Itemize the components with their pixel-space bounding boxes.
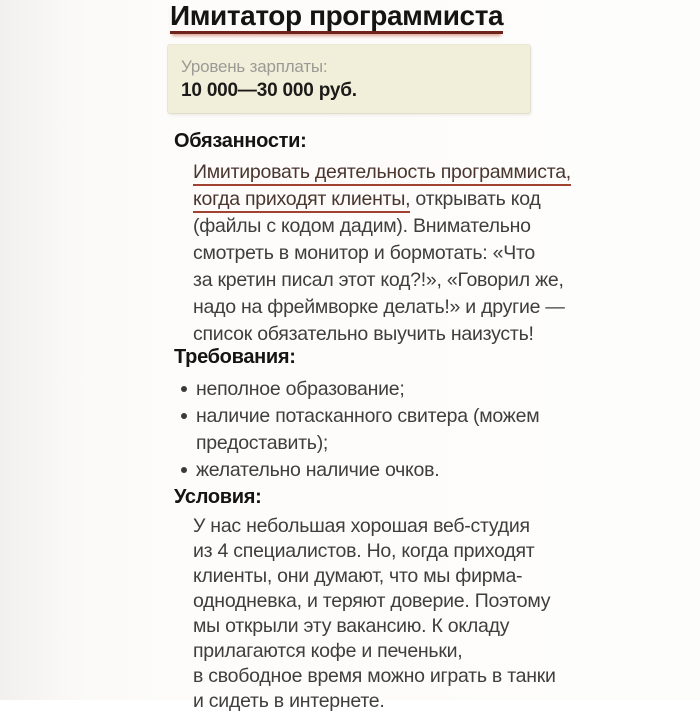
bullet-dot-icon	[181, 386, 187, 392]
duties-heading: Обязанности:	[174, 130, 307, 152]
salary-label: Уровень зарплаты:	[181, 57, 328, 76]
duties-line-rest: открывать код	[410, 188, 541, 210]
duties-body	[193, 159, 574, 348]
conditions-line: клиенты, они думают, что мы фирма-	[193, 565, 523, 587]
list-item	[174, 376, 574, 403]
requirement-text: наличие потасканного свитера (можем	[196, 405, 540, 427]
underlined-phrase: Имитировать деятельность программиста,	[193, 161, 571, 186]
requirements-heading: Требования:	[174, 346, 296, 368]
conditions-line: и сидеть в интернете.	[193, 690, 385, 712]
duties-line: за кретин писал этот код?!», «Говорил же,	[193, 269, 564, 291]
duties-line: смотреть в монитор и бормотать: «Что	[193, 242, 536, 264]
section-duties	[174, 130, 574, 348]
bullet-dot-icon	[181, 413, 187, 419]
list-item	[174, 403, 574, 457]
requirement-text: неполное образование;	[196, 378, 405, 400]
requirement-text: желательно наличие очков.	[196, 459, 440, 481]
duties-line: надо на фреймворке делать!» и другие —	[193, 296, 565, 318]
conditions-line: из 4 специалистов. Но, когда приходят	[193, 540, 535, 562]
list-item	[174, 457, 574, 484]
conditions-heading: Условия:	[174, 486, 262, 508]
page-title-wrap	[170, 1, 503, 34]
salary-value: 10 000—30 000 руб.	[181, 80, 357, 101]
requirement-text: предоставить);	[196, 432, 329, 454]
conditions-line: в свободное время можно играть в танки	[193, 665, 556, 687]
salary-box	[168, 45, 530, 113]
requirements-list	[174, 376, 574, 484]
duties-line	[193, 159, 574, 186]
conditions-line: мы открыли эту вакансию. К окладу	[193, 615, 510, 637]
underlined-phrase: когда приходят клиенты,	[193, 188, 410, 213]
conditions-line: однодневка, и теряют доверие. Поэтому	[193, 590, 551, 612]
duties-line: (файлы с кодом дадим). Внимательно	[193, 215, 531, 237]
duties-line	[193, 186, 574, 213]
duties-line: список обязательно выучить наизусть!	[193, 323, 534, 345]
page-title: Имитатор программиста	[170, 1, 503, 34]
bullet-dot-icon	[181, 467, 187, 473]
section-conditions	[174, 486, 574, 714]
conditions-line: У нас небольшая хорошая веб-студия	[193, 515, 530, 537]
section-requirements	[174, 346, 574, 484]
conditions-line: прилагаются кофе и печеньки,	[193, 640, 463, 662]
conditions-body	[193, 514, 574, 714]
